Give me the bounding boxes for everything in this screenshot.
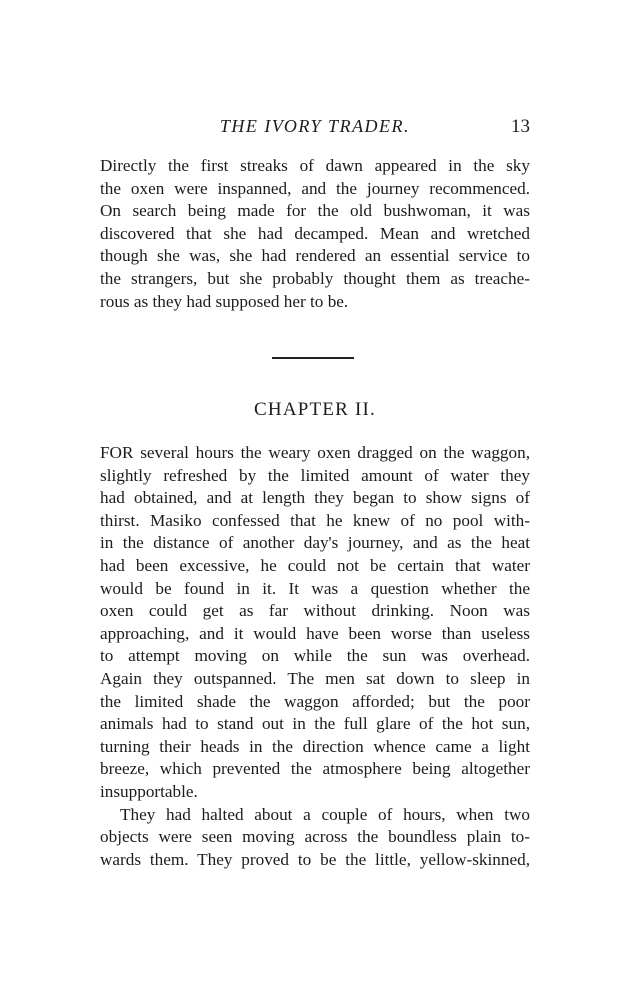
text-line: the oxen were inspanned, and the journey recommenced. [100, 178, 530, 198]
text-line: the strangers, but she probably thought them as treache- [100, 268, 530, 288]
first-line-rest: several hours the weary oxen dragged on the waggon, [133, 443, 530, 462]
text-line: though she was, she had rendered an essential service to [100, 246, 530, 266]
text-line-indent: They had halted about a couple of hours, when two [120, 804, 530, 824]
text-line: had obtained, and at length they began to show signs of [100, 488, 530, 508]
text-line: breeze, which prevented the atmosphere being altogether [100, 759, 530, 779]
text-line: objects were seen moving across the boundless plain to- [100, 827, 530, 847]
lead-small-caps: FOR [100, 443, 134, 462]
text-line: slightly refreshed by the limited amount of water they [100, 465, 530, 485]
page-number: 13 [511, 116, 530, 137]
text-line: thirst. Masiko confessed that he knew of no pool with- [100, 510, 530, 530]
running-title: THE IVORY TRADER. [219, 116, 411, 136]
text-line: to attempt moving on while the sun was overhead. [100, 646, 530, 666]
text-line: turning their heads in the direction whence came a light [100, 736, 530, 756]
chapter-divider-rule [272, 357, 354, 359]
text-line: wards them. They proved to be the little, yellow-skinned, [100, 849, 530, 869]
text-line: in the distance of another day's journey, and as the heat [100, 533, 530, 553]
text-line: discovered that she had decamped. Mean and wretched [100, 223, 530, 243]
text-line: the limited shade the waggon afforded; but the poor [100, 691, 530, 711]
text-line: approaching, and it would have been worse than useless [100, 623, 530, 643]
text-line: insupportable. [100, 781, 198, 801]
top-paragraph [100, 155, 530, 313]
chapter-body [100, 442, 530, 871]
running-head [100, 113, 530, 139]
text-line: oxen could get as far without drinking. Noon was [100, 601, 530, 621]
text-line: On search being made for the old bushwoman, it was [100, 201, 530, 221]
text-line: rous as they had supposed her to be. [100, 291, 349, 311]
text-line: Again they outspanned. The men sat down to sleep in [100, 668, 530, 688]
text-line: Directly the first streaks of dawn appeared in the sky [100, 156, 530, 175]
text-line: had been excessive, he could not be certain that water [100, 555, 530, 575]
chapter-heading: CHAPTER II. [254, 399, 376, 420]
text-line-first [100, 442, 530, 465]
text-line: would be found in it. It was a question whether the [100, 578, 530, 598]
text-line: animals had to stand out in the full glare of the hot sun, [100, 714, 530, 734]
